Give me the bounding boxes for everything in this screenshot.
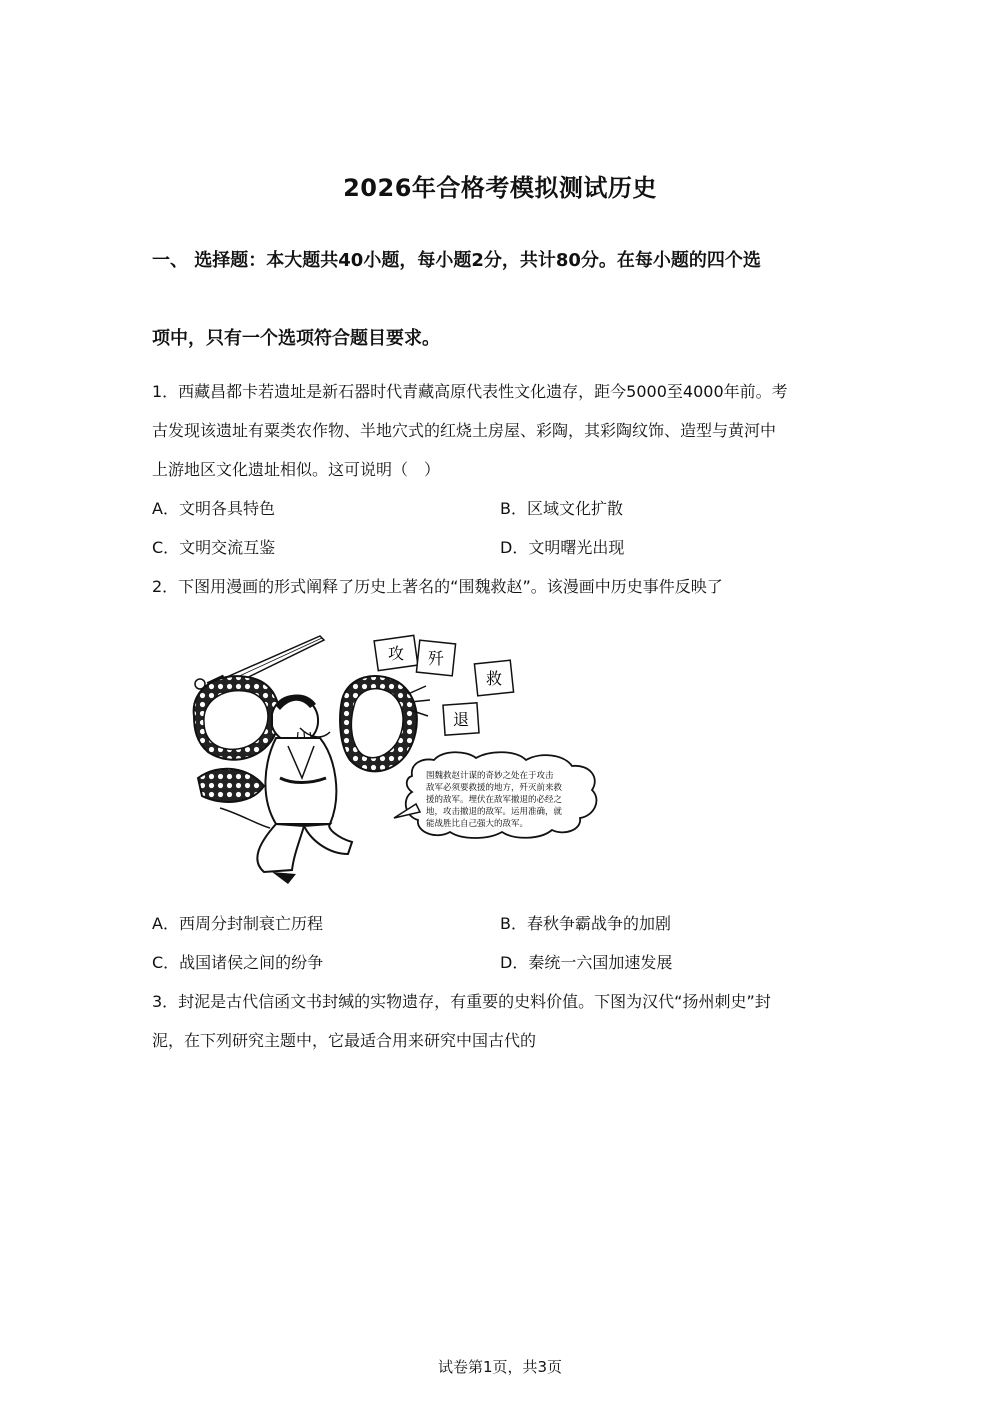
section-heading-line-1: 一、 选择题：本大题共40小题，每小题2分，共计80分。在每小题的四个选 bbox=[152, 250, 761, 271]
question-1-option-b: B．区域文化扩散 bbox=[500, 499, 623, 518]
question-2-line-1: 2．下图用漫画的形式阐释了历史上著名的“围魏救赵”。该漫画中历史事件反映了 bbox=[152, 577, 723, 596]
svg-text:敌军必须要救援的地方，歼灭前来救: 敌军必须要救援的地方，歼灭前来救 bbox=[426, 783, 563, 793]
section-heading-line-2: 项中，只有一个选项符合题目要求。 bbox=[152, 328, 440, 349]
svg-text:围魏救赵计谋的奇妙之处在于攻击: 围魏救赵计谋的奇妙之处在于攻击 bbox=[426, 771, 554, 781]
card-jiu bbox=[474, 660, 513, 696]
question-1-line-1: 1．西藏昌都卡若遗址是新石器时代青藏高原代表性文化遗存，距今5000至4000年前。考 bbox=[152, 382, 788, 401]
svg-text:能战胜比自己强大的敌军。: 能战胜比自己强大的敌军。 bbox=[426, 819, 529, 829]
question-1-option-d: D．文明曙光出现 bbox=[500, 538, 625, 557]
page-title: 2026年合格考模拟测试历史 bbox=[343, 174, 657, 202]
speech-bubble bbox=[394, 752, 596, 838]
question-3-line-2: 泥，在下列研究主题中，它最适合用来研究中国古代的 bbox=[152, 1031, 537, 1050]
weiwei-jiuzhao-cartoon bbox=[180, 628, 610, 890]
question-1-line-2: 古发现该遗址有粟类农作物、半地穴式的红烧土房屋、彩陶，其彩陶纹饰、造型与黄河中 bbox=[152, 421, 777, 440]
question-2-option-c: C．战国诸侯之间的纷争 bbox=[152, 953, 324, 972]
card-tui bbox=[443, 703, 479, 735]
svg-text:援的敌军。埋伏在敌军撤退的必经之: 援的敌军。埋伏在敌军撤退的必经之 bbox=[426, 795, 563, 805]
question-3-line-1: 3．封泥是古代信函文书封缄的实物遗存，有重要的史料价值。下图为汉代“扬州刺史”封 bbox=[152, 992, 771, 1011]
card-gong bbox=[374, 635, 418, 670]
svg-text:歼: 歼 bbox=[427, 649, 445, 668]
card-jian bbox=[416, 640, 455, 676]
question-1-line-3: 上游地区文化遗址相似。这可说明（ ） bbox=[152, 460, 441, 479]
page-footer: 试卷第1页，共3页 bbox=[437, 1358, 563, 1376]
question-2-option-b: B．春秋争霸战争的加剧 bbox=[500, 914, 671, 933]
question-2-option-a: A．西周分封制衰亡历程 bbox=[152, 914, 323, 933]
svg-text:地，攻击撤退的敌军。运用准确，就: 地，攻击撤退的敌军。运用准确，就 bbox=[426, 807, 563, 817]
question-2-option-d: D．秦统一六国加速发展 bbox=[500, 953, 673, 972]
svg-text:攻: 攻 bbox=[387, 644, 405, 663]
question-1-option-a: A．文明各具特色 bbox=[152, 499, 275, 518]
svg-text:救: 救 bbox=[485, 669, 503, 688]
svg-text:退: 退 bbox=[452, 710, 470, 729]
question-1-option-c: C．文明交流互鉴 bbox=[152, 538, 276, 557]
